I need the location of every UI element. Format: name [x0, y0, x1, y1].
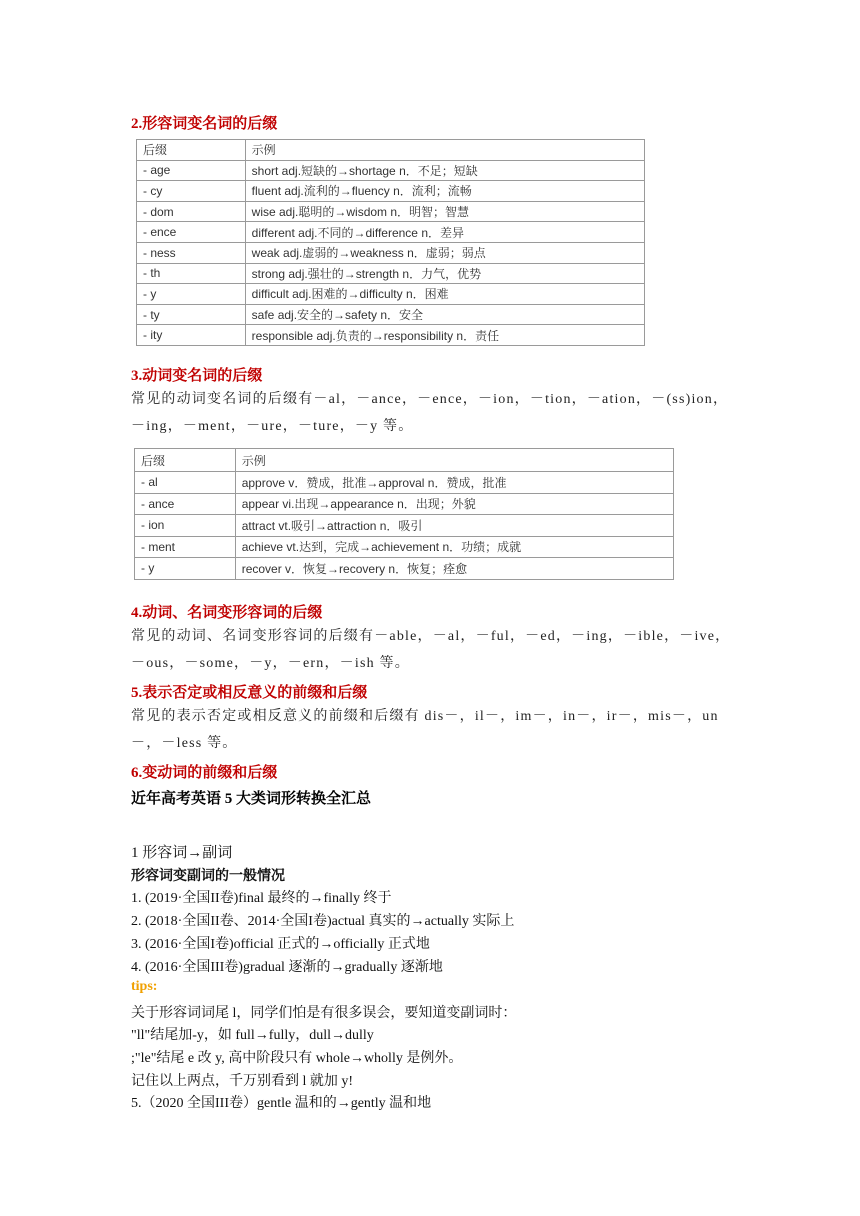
example-cell: responsible adj.负责的→responsibility n．责任: [245, 325, 644, 346]
example-cell: different adj.不同的→difference n．差异: [245, 222, 644, 243]
section-4-paragraph: 常见的动词、名词变形容词的后缀有－able，－al，－ful，－ed，－ing，－ible，－ive，－ous，－some，－y，－ern，－ish 等。: [131, 629, 731, 671]
table-row: [137, 304, 645, 325]
suffix-cell: - th: [137, 263, 246, 284]
tips-line-1: 关于形容词词尾 l，同学们怕是有很多误会，要知道变副词时：: [131, 1006, 517, 1021]
suffix-cell: - ness: [137, 242, 246, 263]
table-row: [137, 222, 645, 243]
section-6-heading: 6.变动词的前缀和后缀: [131, 765, 278, 781]
adj-to-noun-table: [136, 139, 645, 346]
table-row: [137, 201, 645, 222]
example-cell: weak adj.虚弱的→weakness n．虚弱；弱点: [245, 242, 644, 263]
example-cell: difficult adj.困难的→difficulty n．困难: [245, 284, 644, 305]
header-example: 示例: [235, 449, 673, 472]
example-cell: appear vi.出现→appearance n．出现；外貌: [235, 493, 673, 515]
example-cell: approve v．赞成，批准→approval n．赞成，批准: [235, 472, 673, 494]
suffix-cell: - ance: [135, 493, 236, 515]
summary-title: 近年高考英语 5 大类词形转换全汇总: [131, 791, 372, 807]
example-cell: fluent adj.流利的→fluency n．流利；流畅: [245, 181, 644, 202]
table-row: [135, 558, 674, 580]
suffix-cell: - age: [137, 160, 246, 181]
verb-to-noun-table: [134, 448, 674, 580]
summary-subtitle: 形容词变副词的一般情况: [131, 869, 285, 884]
suffix-cell: - cy: [137, 181, 246, 202]
tips-line-3: ;"le"结尾 e 改 y, 高中阶段只有 whole→wholly 是例外。: [131, 1051, 463, 1066]
summary-line-2: 2. (2018·全国II卷、2014·全国I卷)actual 真实的→actually 实际上: [131, 914, 515, 929]
suffix-cell: - y: [137, 284, 246, 305]
tips-line-4: 记住以上两点，千万别看到 l 就加 y!: [131, 1074, 354, 1089]
table-row: [135, 536, 674, 558]
table-row: [137, 284, 645, 305]
example-cell: safe adj.安全的→safety n．安全: [245, 304, 644, 325]
header-suffix: 后缀: [137, 140, 246, 161]
summary-line-4: 4. (2016·全国III卷)gradual 逐渐的→gradually 逐渐地: [131, 960, 443, 975]
summary-subheading: 1 形容词→副词: [131, 845, 233, 861]
suffix-cell: - dom: [137, 201, 246, 222]
tips-label: tips:: [131, 979, 158, 994]
table-row: [135, 493, 674, 515]
table-row: [137, 242, 645, 263]
suffix-cell: - ment: [135, 536, 236, 558]
section-5-paragraph: 常见的表示否定或相反意义的前缀和后缀有 dis－，il－，im－，in－，ir－，mis－，un－，－less 等。: [131, 709, 719, 751]
table-row: [137, 160, 645, 181]
example-cell: short adj.短缺的→shortage n．不足；短缺: [245, 160, 644, 181]
table-row: [135, 472, 674, 494]
suffix-cell: - ity: [137, 325, 246, 346]
table-row: [137, 181, 645, 202]
header-suffix: 后缀: [135, 449, 236, 472]
section-3-paragraph: 常见的动词变名词的后缀有－al，－ance，－ence，－ion，－tion，－ation，－(ss)ion，－ing，－ment，－ure，－ture，－y 等。: [131, 392, 729, 434]
suffix-cell: - al: [135, 472, 236, 494]
summary-line-3: 3. (2016·全国I卷)official 正式的→officially 正式地: [131, 937, 430, 952]
tips-line-2: "ll"结尾加-y，如 full→fully，dull→dully: [131, 1028, 374, 1043]
table-row: [135, 515, 674, 537]
section-4-heading: 4.动词、名词变形容词的后缀: [131, 605, 323, 621]
example-cell: achieve vt.达到，完成→achievement n．功绩；成就: [235, 536, 673, 558]
summary-line-5: 5.（2020 全国III卷）gentle 温和的→gently 温和地: [131, 1096, 432, 1111]
summary-line-1: 1. (2019·全国II卷)final 最终的→finally 终于: [131, 891, 392, 906]
table-row: [137, 325, 645, 346]
table-header-row: [137, 140, 645, 161]
example-cell: strong adj.强壮的→strength n．力气，优势: [245, 263, 644, 284]
table-header-row: [135, 449, 674, 472]
suffix-cell: - ence: [137, 222, 246, 243]
example-cell: wise adj.聪明的→wisdom n．明智；智慧: [245, 201, 644, 222]
example-cell: recover v．恢复→recovery n．恢复；痊愈: [235, 558, 673, 580]
header-example: 示例: [245, 140, 644, 161]
suffix-cell: - ty: [137, 304, 246, 325]
section-5-heading: 5.表示否定或相反意义的前缀和后缀: [131, 685, 368, 701]
suffix-cell: - ion: [135, 515, 236, 537]
suffix-cell: - y: [135, 558, 236, 580]
section-2-heading: 2.形容词变名词的后缀: [131, 116, 278, 132]
section-3-heading: 3.动词变名词的后缀: [131, 368, 263, 384]
example-cell: attract vt.吸引→attraction n．吸引: [235, 515, 673, 537]
table-row: [137, 263, 645, 284]
